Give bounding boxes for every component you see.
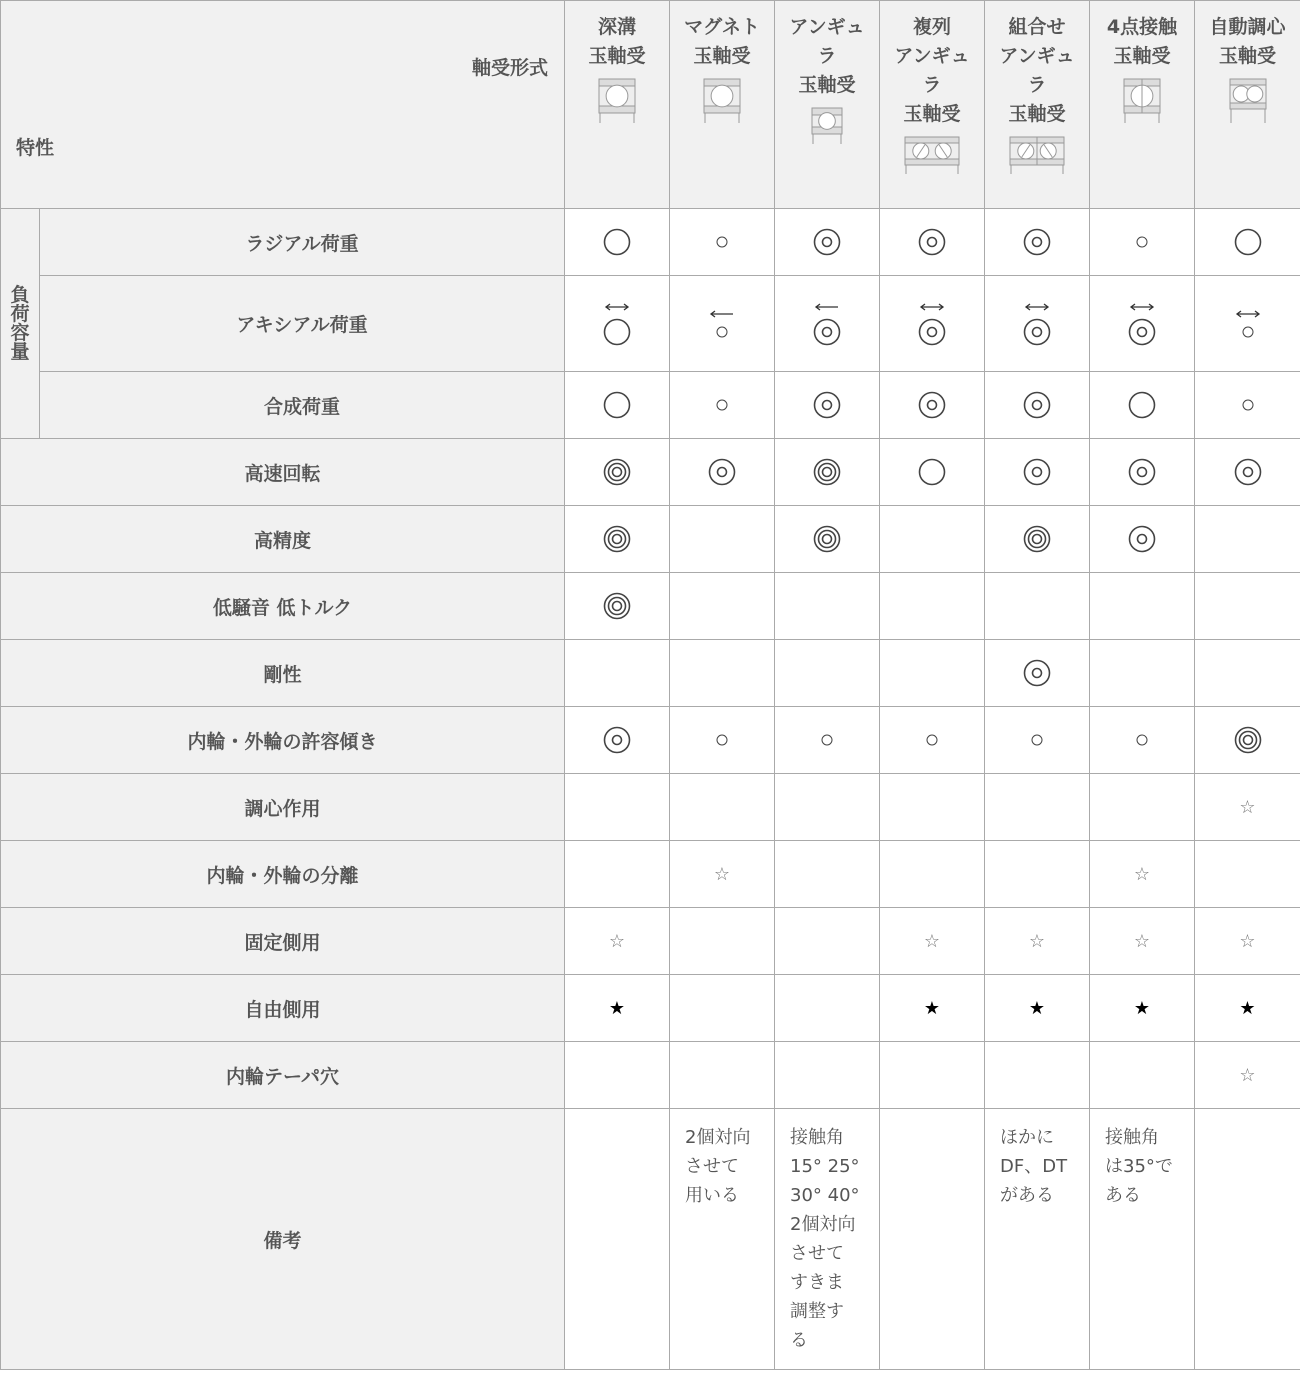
rating-cell — [985, 506, 1090, 573]
combined-angular-bearing-icon — [1009, 133, 1065, 175]
excellent-rating-icon — [603, 458, 631, 486]
angular-bearing-icon — [810, 104, 844, 146]
rating-cell — [985, 276, 1090, 372]
rating-cell — [670, 908, 775, 975]
bearing-type-name: 玉軸受 — [1008, 103, 1066, 125]
bearing-type-header — [985, 1, 1090, 209]
bearing-type-name: アンギュ — [789, 16, 865, 38]
outline-star-icon: ☆ — [1028, 930, 1046, 952]
rating-cell — [775, 774, 880, 841]
note-line: は35°で — [1105, 1156, 1173, 1177]
filled-star-icon: ★ — [923, 997, 941, 1019]
table-row — [1, 209, 1300, 276]
bearing-type-header — [565, 1, 670, 209]
very-good-rating-icon — [813, 391, 841, 419]
bearing-type-name: アンギュ — [894, 45, 970, 67]
rating-cell — [565, 209, 670, 276]
characteristic-row-label: 調心作用 — [1, 774, 565, 841]
good-rating-icon — [603, 391, 631, 419]
group-label-char: 荷 — [10, 302, 30, 325]
rating-cell — [565, 908, 670, 975]
bearing-type-name: 4点接触 — [1106, 16, 1178, 38]
double-arrow-icon — [919, 302, 945, 312]
rating-cell — [985, 209, 1090, 276]
left-arrow-icon — [709, 309, 735, 319]
note-line: がある — [1000, 1185, 1054, 1206]
outline-star-icon: ☆ — [1133, 863, 1151, 885]
rating-cell — [985, 841, 1090, 908]
very-good-rating-icon — [603, 726, 631, 754]
rating-cell — [1090, 841, 1195, 908]
very-good-rating-icon — [1023, 659, 1051, 687]
rating-cell — [565, 774, 670, 841]
characteristic-row-label: 合成荷重 — [40, 372, 565, 439]
corner-header — [1, 1, 565, 209]
rating-cell — [1195, 908, 1300, 975]
rating-cell — [1195, 506, 1300, 573]
excellent-rating-icon — [603, 592, 631, 620]
four-point-contact-bearing-icon — [1122, 75, 1162, 125]
notes-row-label: 備考 — [1, 1109, 565, 1370]
fair-rating-icon — [715, 733, 729, 747]
rating-cell — [985, 908, 1090, 975]
rating-cell — [775, 439, 880, 506]
note-line: させて — [790, 1243, 844, 1264]
bearing-type-name: 深溝 — [597, 16, 636, 38]
rating-cell — [985, 372, 1090, 439]
bearing-type-name: 玉軸受 — [903, 103, 961, 125]
note-line: すきま — [790, 1272, 844, 1293]
very-good-rating-icon — [1128, 525, 1156, 553]
rating-cell — [1195, 774, 1300, 841]
bearing-type-label: 軸受形式 — [471, 57, 548, 79]
note-line: 接触角 — [790, 1127, 844, 1148]
bearing-type-name: 玉軸受 — [1113, 45, 1171, 67]
table-row — [1, 276, 1300, 372]
note-cell — [1195, 1109, 1300, 1370]
outline-star-icon: ☆ — [608, 930, 626, 952]
note-line: させて — [685, 1156, 739, 1177]
table-row — [1, 640, 1300, 707]
excellent-rating-icon — [1234, 726, 1262, 754]
outline-star-icon: ☆ — [713, 863, 731, 885]
characteristic-label: 特性 — [16, 137, 55, 159]
group-label-char: 負 — [10, 283, 30, 306]
note-line: ある — [1105, 1185, 1141, 1206]
fair-rating-icon — [1241, 398, 1255, 412]
characteristic-row-label: 内輪テーパ穴 — [1, 1042, 565, 1109]
rating-cell — [1090, 372, 1195, 439]
table-row — [1, 1042, 1300, 1109]
excellent-rating-icon — [1023, 525, 1051, 553]
rating-cell — [670, 640, 775, 707]
good-rating-icon — [603, 318, 631, 346]
note-line: る — [790, 1330, 808, 1351]
bearing-type-name: 玉軸受 — [693, 45, 751, 67]
rating-cell — [565, 506, 670, 573]
excellent-rating-icon — [603, 525, 631, 553]
left-arrow-icon — [814, 302, 840, 312]
rating-cell — [1090, 439, 1195, 506]
fair-rating-icon — [1030, 733, 1044, 747]
bearing-type-header — [1090, 1, 1195, 209]
rating-cell — [565, 1042, 670, 1109]
table-row — [1, 439, 1300, 506]
characteristic-row-label: 自由側用 — [1, 975, 565, 1042]
note-line: 15° 25° — [790, 1156, 860, 1177]
rating-cell — [565, 276, 670, 372]
note-cell — [565, 1109, 670, 1370]
characteristic-row-label: ラジアル荷重 — [40, 209, 565, 276]
rating-cell — [775, 975, 880, 1042]
fair-rating-icon — [715, 235, 729, 249]
very-good-rating-icon — [1023, 318, 1051, 346]
characteristic-row-label: 高精度 — [1, 506, 565, 573]
group-label-char: 量 — [10, 340, 30, 363]
note-line: 2個対向 — [790, 1214, 856, 1235]
double-arrow-icon — [1024, 302, 1050, 312]
rating-cell — [1090, 506, 1195, 573]
rating-cell — [880, 707, 985, 774]
rating-cell — [775, 1042, 880, 1109]
load-capacity-group-label — [1, 209, 40, 439]
note-cell — [985, 1109, 1090, 1370]
very-good-rating-icon — [1234, 458, 1262, 486]
fair-rating-icon — [925, 733, 939, 747]
rating-cell — [1195, 439, 1300, 506]
very-good-rating-icon — [918, 228, 946, 256]
rating-cell — [880, 908, 985, 975]
bearing-type-name: 玉軸受 — [798, 74, 856, 96]
characteristic-row-label: 剛性 — [1, 640, 565, 707]
filled-star-icon: ★ — [1133, 997, 1151, 1019]
rating-cell — [985, 774, 1090, 841]
characteristic-row-label: 高速回転 — [1, 439, 565, 506]
rating-cell — [880, 975, 985, 1042]
rating-cell — [985, 1042, 1090, 1109]
table-row — [1, 372, 1300, 439]
very-good-rating-icon — [918, 391, 946, 419]
filled-star-icon: ★ — [1028, 997, 1046, 1019]
outline-star-icon: ☆ — [1239, 1064, 1256, 1086]
rating-cell — [880, 774, 985, 841]
header-row — [1, 1, 1300, 209]
table-row — [1, 573, 1300, 640]
rating-cell — [565, 372, 670, 439]
characteristic-row-label: 内輪・外輪の許容傾き — [1, 707, 565, 774]
good-rating-icon — [1234, 228, 1262, 256]
rating-cell — [985, 975, 1090, 1042]
note-cell — [880, 1109, 985, 1370]
outline-star-icon: ☆ — [923, 930, 941, 952]
bearing-type-header — [775, 1, 880, 209]
fair-rating-icon — [715, 398, 729, 412]
very-good-rating-icon — [1128, 458, 1156, 486]
rating-cell — [1195, 841, 1300, 908]
bearing-type-header — [670, 1, 775, 209]
bearing-type-name: 自動調心 — [1209, 16, 1286, 38]
fair-rating-icon — [820, 733, 834, 747]
rating-cell — [775, 372, 880, 439]
double-row-angular-bearing-icon — [904, 133, 960, 175]
table-row — [1, 841, 1300, 908]
rating-cell — [985, 573, 1090, 640]
rating-cell — [1090, 573, 1195, 640]
rating-cell — [775, 908, 880, 975]
rating-cell — [985, 439, 1090, 506]
filled-star-icon: ★ — [608, 997, 626, 1019]
outline-star-icon: ☆ — [1239, 796, 1256, 818]
rating-cell — [880, 841, 985, 908]
rating-cell — [1090, 774, 1195, 841]
bearing-type-name: アンギュ — [999, 45, 1075, 67]
bearing-type-name: 組合せ — [1008, 16, 1066, 38]
rating-cell — [1090, 707, 1195, 774]
bearing-type-name: ラ — [922, 74, 942, 96]
bearing-type-name: ラ — [817, 45, 837, 67]
note-line: 接触角 — [1105, 1127, 1159, 1148]
rating-cell — [880, 640, 985, 707]
rating-cell — [1195, 372, 1300, 439]
rating-cell — [670, 975, 775, 1042]
rating-cell — [775, 707, 880, 774]
very-good-rating-icon — [708, 458, 736, 486]
outline-star-icon: ☆ — [1239, 930, 1256, 952]
fair-rating-icon — [715, 325, 729, 339]
rating-cell — [565, 841, 670, 908]
double-arrow-icon — [604, 302, 630, 312]
note-line: ほかに — [1000, 1127, 1054, 1148]
table-row — [1, 908, 1300, 975]
bearing-type-name: 玉軸受 — [588, 45, 646, 67]
note-cell — [670, 1109, 775, 1370]
very-good-rating-icon — [918, 318, 946, 346]
table-row — [1, 506, 1300, 573]
note-cell — [775, 1109, 880, 1370]
rating-cell — [880, 573, 985, 640]
very-good-rating-icon — [813, 318, 841, 346]
rating-cell — [670, 276, 775, 372]
rating-cell — [775, 506, 880, 573]
rating-cell — [565, 439, 670, 506]
rating-cell — [670, 209, 775, 276]
good-rating-icon — [1128, 391, 1156, 419]
bearing-type-name: マグネト — [684, 16, 760, 38]
rating-cell — [670, 774, 775, 841]
rating-cell — [1090, 908, 1195, 975]
note-line: 調整す — [790, 1301, 844, 1322]
fair-rating-icon — [1135, 733, 1149, 747]
rating-cell — [1090, 209, 1195, 276]
rating-cell — [880, 506, 985, 573]
rating-cell — [880, 276, 985, 372]
rating-cell — [1195, 707, 1300, 774]
note-line: 2個対向 — [685, 1127, 751, 1148]
characteristic-row-label: 低騒音 低トルク — [1, 573, 565, 640]
bearing-type-name: 玉軸受 — [1218, 45, 1276, 67]
rating-cell — [565, 975, 670, 1042]
very-good-rating-icon — [1023, 391, 1051, 419]
very-good-rating-icon — [1023, 228, 1051, 256]
characteristic-row-label: 内輪・外輪の分離 — [1, 841, 565, 908]
double-arrow-icon — [1235, 309, 1261, 319]
double-arrow-icon — [1129, 302, 1155, 312]
outline-star-icon: ☆ — [1133, 930, 1151, 952]
rating-cell — [1195, 640, 1300, 707]
table-row — [1, 774, 1300, 841]
self-aligning-bearing-icon — [1228, 75, 1268, 125]
rating-cell — [985, 707, 1090, 774]
rating-cell — [1090, 1042, 1195, 1109]
rating-cell — [1090, 640, 1195, 707]
rating-cell — [775, 573, 880, 640]
note-line: DF、DT — [1000, 1156, 1068, 1177]
rating-cell — [670, 1042, 775, 1109]
filled-star-icon: ★ — [1239, 997, 1256, 1019]
very-good-rating-icon — [1128, 318, 1156, 346]
rating-cell — [880, 209, 985, 276]
rating-cell — [880, 372, 985, 439]
rating-cell — [1195, 276, 1300, 372]
rating-cell — [775, 640, 880, 707]
note-line: 30° 40° — [790, 1185, 860, 1206]
rating-cell — [1195, 209, 1300, 276]
rating-cell — [670, 841, 775, 908]
rating-cell — [880, 439, 985, 506]
bearing-type-name: ラ — [1027, 74, 1047, 96]
rating-cell — [670, 372, 775, 439]
rating-cell — [985, 640, 1090, 707]
good-rating-icon — [603, 228, 631, 256]
rating-cell — [880, 1042, 985, 1109]
bearing-type-name: 複列 — [912, 16, 951, 38]
rating-cell — [1195, 1042, 1300, 1109]
bearing-type-header — [1195, 1, 1300, 209]
characteristic-row-label: アキシアル荷重 — [40, 276, 565, 372]
rating-cell — [670, 506, 775, 573]
rating-cell — [1195, 573, 1300, 640]
rating-cell — [775, 276, 880, 372]
note-cell — [1090, 1109, 1195, 1370]
rating-cell — [1090, 276, 1195, 372]
deep-groove-bearing-icon — [597, 75, 637, 125]
rating-cell — [1195, 975, 1300, 1042]
group-label-char: 容 — [10, 321, 30, 344]
rating-cell — [565, 573, 670, 640]
excellent-rating-icon — [813, 458, 841, 486]
rating-cell — [775, 841, 880, 908]
note-line: 用いる — [685, 1185, 739, 1206]
bearing-type-header — [880, 1, 985, 209]
rating-cell — [565, 640, 670, 707]
rating-cell — [775, 209, 880, 276]
rating-cell — [670, 439, 775, 506]
rating-cell — [565, 707, 670, 774]
excellent-rating-icon — [813, 525, 841, 553]
table-row — [1, 975, 1300, 1042]
fair-rating-icon — [1241, 325, 1255, 339]
rating-cell — [670, 707, 775, 774]
magneto-bearing-icon — [702, 75, 742, 125]
very-good-rating-icon — [1023, 458, 1051, 486]
fair-rating-icon — [1135, 235, 1149, 249]
rating-cell — [1090, 975, 1195, 1042]
very-good-rating-icon — [813, 228, 841, 256]
rating-cell — [670, 573, 775, 640]
table-row — [1, 707, 1300, 774]
good-rating-icon — [918, 458, 946, 486]
notes-row — [1, 1109, 1300, 1370]
characteristic-row-label: 固定側用 — [1, 908, 565, 975]
